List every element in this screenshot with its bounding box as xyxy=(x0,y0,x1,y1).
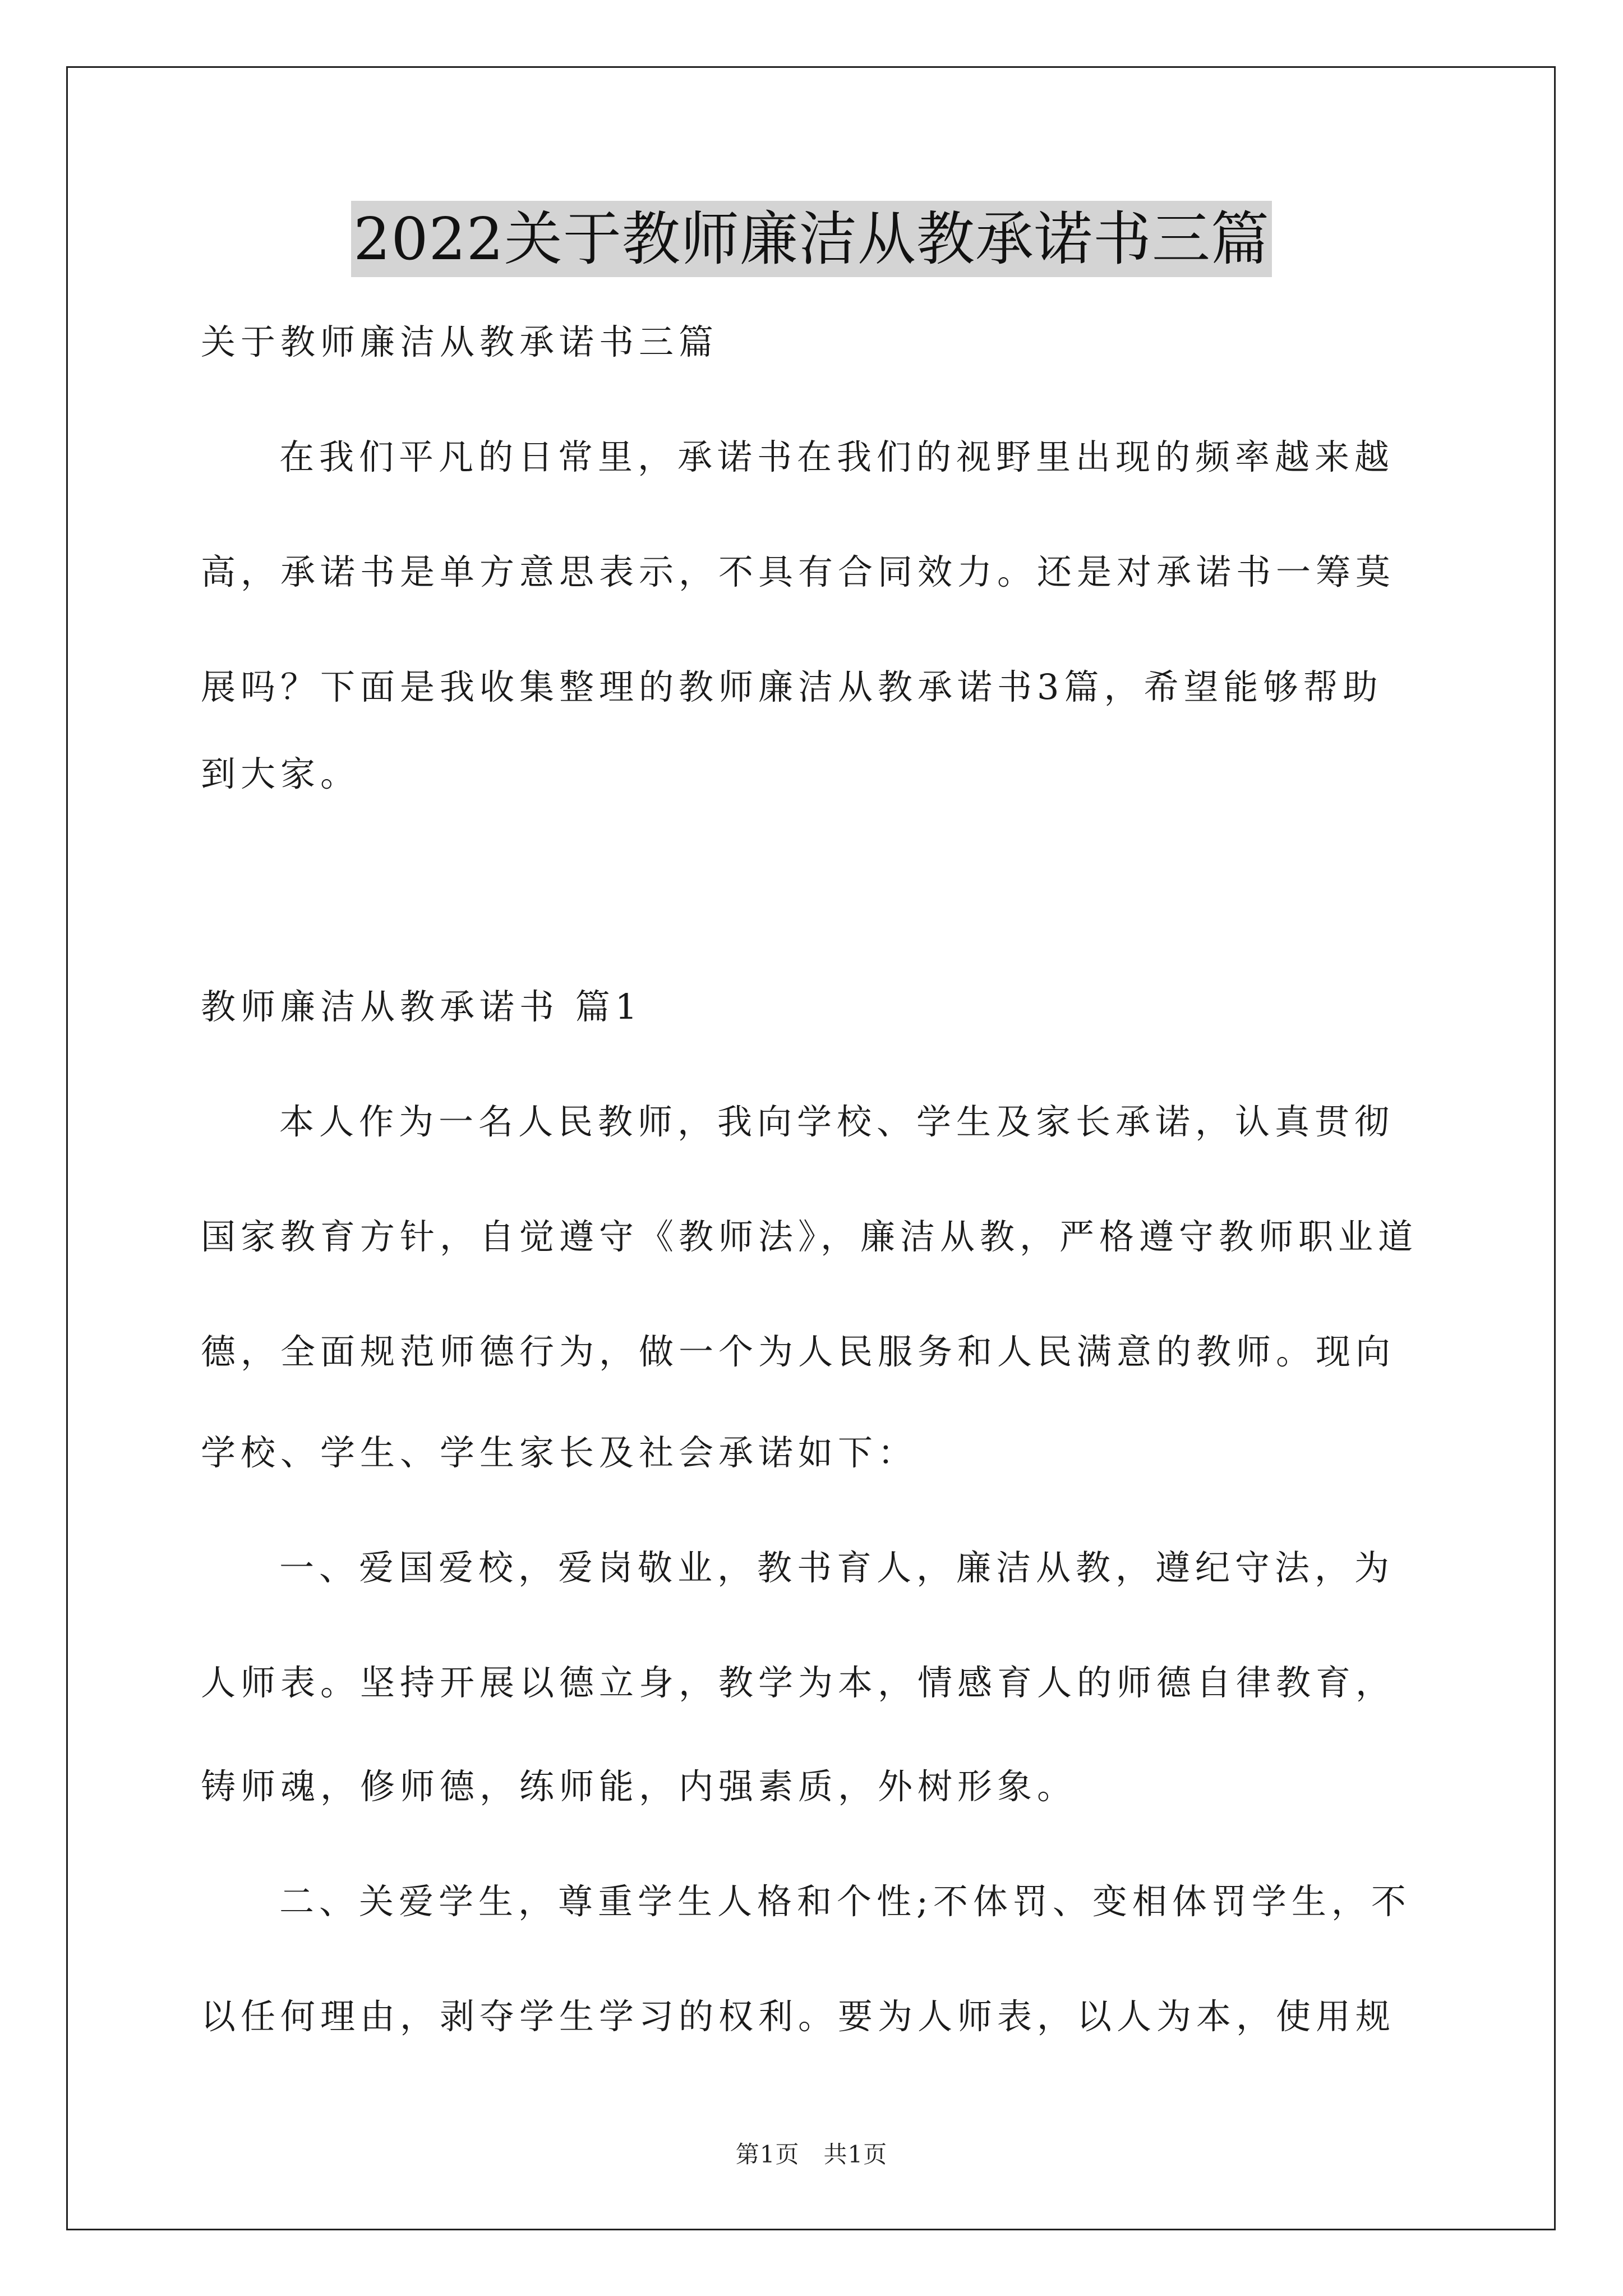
body-line-1: 本人作为一名人民教师，我向学校、学生及家长承诺，认真贯彻 xyxy=(279,1101,1395,1142)
body-line-9: 以任何理由，剥夺学生学习的权利。要为人师表，以人为本，使用规 xyxy=(201,1996,1396,2037)
page-footer: 第1页 共1页 xyxy=(735,2141,888,2168)
title-container xyxy=(0,201,1623,277)
intro-line-4: 到大家。 xyxy=(201,753,361,794)
body-line-8: 二、关爱学生，尊重学生人格和个性;不体罚、变相体罚学生，不 xyxy=(279,1881,1411,1922)
body-line-4: 学校、学生、学生家长及社会承诺如下： xyxy=(201,1432,918,1473)
intro-line-2: 高，承诺书是单方意思表示，不具有合同效力。还是对承诺书一筹莫 xyxy=(201,551,1396,592)
document-title: 2022关于教师廉洁从教承诺书三篇 xyxy=(351,201,1272,277)
body-line-3: 德，全面规范师德行为，做一个为人民服务和人民满意的教师。现向 xyxy=(201,1331,1396,1372)
section-heading: 教师廉洁从教承诺书 篇1 xyxy=(201,986,643,1027)
body-line-7: 铸师魂，修师德，练师能，内强素质，外树形象。 xyxy=(201,1766,1077,1807)
intro-line-1: 在我们平凡的日常里，承诺书在我们的视野里出现的频率越来越 xyxy=(279,436,1395,477)
subtitle-line: 关于教师廉洁从教承诺书三篇 xyxy=(201,321,719,362)
body-line-5: 一、爱国爱校，爱岗敬业，教书育人，廉洁从教，遵纪守法，为 xyxy=(279,1547,1395,1588)
body-line-2: 国家教育方针，自觉遵守《教师法》，廉洁从教，严格遵守教师职业道 xyxy=(201,1216,1418,1257)
body-line-6: 人师表。坚持开展以德立身，教学为本，情感育人的师德自律教育， xyxy=(201,1662,1396,1703)
intro-line-3: 展吗？下面是我收集整理的教师廉洁从教承诺书3篇，希望能够帮助 xyxy=(201,666,1383,707)
